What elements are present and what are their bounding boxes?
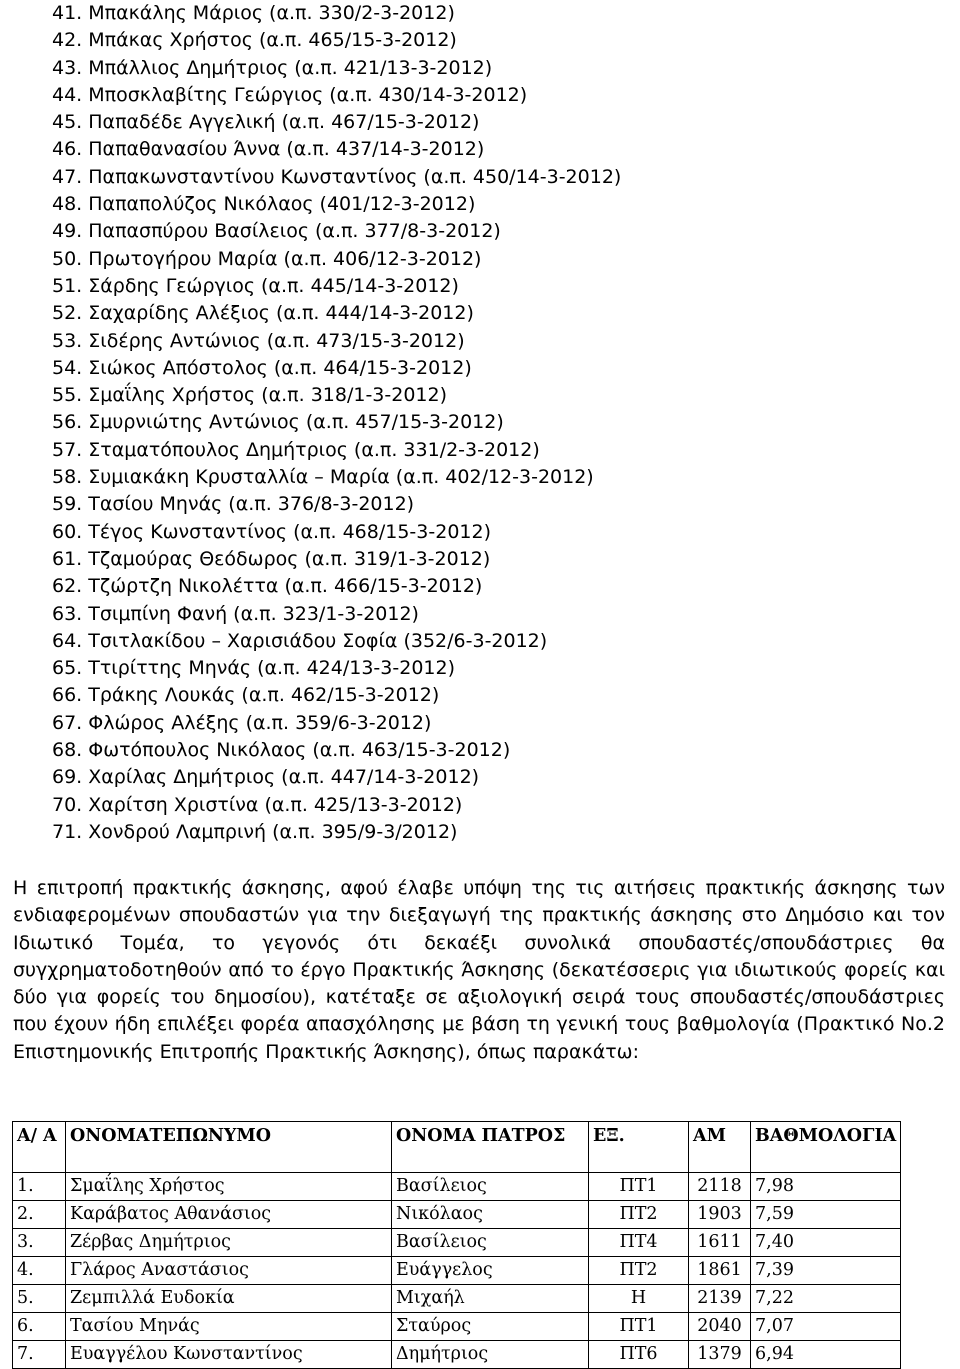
cell-aa: 1.: [13, 1173, 66, 1201]
cell-name: Σμαΐλης Χρήστος: [66, 1173, 392, 1201]
list-item: 49. Παπασπύρου Βασίλειος (α.π. 377/8-3-2012): [52, 220, 501, 243]
cell-grade: 7,98: [751, 1173, 901, 1201]
list-item: 57. Σταματόπουλος Δημήτριος (α.π. 331/2-3-2012): [52, 438, 540, 461]
cell-semester: ΠΤ2: [589, 1257, 689, 1285]
ranking-table: [12, 1121, 901, 1369]
applicant-list: [52, 0, 621, 846]
list-item: 50. Πρωτογήρου Μαρία (α.π. 406/12-3-2012): [52, 247, 482, 270]
cell-aa: 6.: [13, 1313, 66, 1341]
table-row: [13, 1201, 901, 1229]
list-item: 61. Τζαμούρας Θεόδωρος (α.π. 319/1-3-2012): [52, 547, 491, 570]
list-item: 58. Συμιακάκη Κρυσταλλία – Μαρία (α.π. 402/12-3-2012): [52, 466, 594, 489]
cell-aa: 4.: [13, 1257, 66, 1285]
cell-am: 2040: [689, 1313, 751, 1341]
table-header-row: [13, 1122, 901, 1173]
list-item: 63. Τσιμπίνη Φανή (α.π. 323/1-3-2012): [52, 602, 419, 625]
cell-semester: ΠΤ1: [589, 1173, 689, 1201]
cell-aa: 3.: [13, 1229, 66, 1257]
cell-name: Ζέρβας Δημήτριος: [66, 1229, 392, 1257]
list-item: 46. Παπαθανασίου Άννα (α.π. 437/14-3-2012): [52, 138, 485, 161]
list-item: 53. Σιδέρης Αντώνιος (α.π. 473/15-3-2012): [52, 329, 465, 352]
table-row: [13, 1173, 901, 1201]
list-item: 47. Παπακωνσταντίνου Κωνσταντίνος (α.π. 450/14-3-2012): [52, 165, 622, 188]
list-item: 71. Χονδρού Λαμπρινή (α.π. 395/9-3/2012): [52, 820, 458, 843]
cell-grade: 7,59: [751, 1201, 901, 1229]
list-item: 56. Σμυρνιώτης Αντώνιος (α.π. 457/15-3-2012): [52, 411, 504, 434]
cell-father-name: Δημήτριος: [392, 1341, 589, 1369]
list-item: 51. Σάρδης Γεώργιος (α.π. 445/14-3-2012): [52, 274, 459, 297]
list-item: 65. Ττιρίττης Μηνάς (α.π. 424/13-3-2012): [52, 657, 455, 680]
list-item: 68. Φωτόπουλος Νικόλαος (α.π. 463/15-3-2012): [52, 739, 511, 762]
cell-father-name: Ευάγγελος: [392, 1257, 589, 1285]
cell-father-name: Σταύρος: [392, 1313, 589, 1341]
cell-name: Καράβατος Αθανάσιος: [66, 1201, 392, 1229]
cell-aa: 7.: [13, 1341, 66, 1369]
list-item: 62. Τζώρτζη Νικολέττα (α.π. 466/15-3-2012): [52, 575, 483, 598]
list-item: 42. Μπάκας Χρήστος (α.π. 465/15-3-2012): [52, 29, 457, 52]
cell-name: Γλάρος Αναστάσιος: [66, 1257, 392, 1285]
cell-semester: ΠΤ6: [589, 1341, 689, 1369]
cell-grade: 7,22: [751, 1285, 901, 1313]
cell-name: Ευαγγέλου Κωνσταντίνος: [66, 1341, 392, 1369]
cell-am: 2118: [689, 1173, 751, 1201]
list-item: 66. Τράκης Λουκάς (α.π. 462/15-3-2012): [52, 684, 440, 707]
list-item: 55. Σμαΐλης Χρήστος (α.π. 318/1-3-2012): [52, 384, 448, 407]
cell-am: 2139: [689, 1285, 751, 1313]
list-item: 70. Χαρίτση Χριστίνα (α.π. 425/13-3-2012): [52, 793, 463, 816]
list-item: 59. Τασίου Μηνάς (α.π. 376/8-3-2012): [52, 493, 415, 516]
table-row: [13, 1341, 901, 1369]
cell-am: 1379: [689, 1341, 751, 1369]
cell-semester: ΠΤ2: [589, 1201, 689, 1229]
cell-father-name: Βασίλειος: [392, 1229, 589, 1257]
cell-father-name: Μιχαήλ: [392, 1285, 589, 1313]
header-name: ΟΝΟΜΑΤΕΠΩΝΥΜΟ: [66, 1122, 392, 1173]
header-grade: ΒΑΘΜΟΛΟΓΙΑ: [751, 1122, 901, 1173]
table-row: [13, 1285, 901, 1313]
cell-grade: 7,07: [751, 1313, 901, 1341]
table-row: [13, 1229, 901, 1257]
cell-father-name: Βασίλειος: [392, 1173, 589, 1201]
list-item: 44. Μποσκλαβίτης Γεώργιος (α.π. 430/14-3-2012): [52, 83, 528, 106]
list-item: 60. Τέγος Κωνσταντίνος (α.π. 468/15-3-2012): [52, 520, 491, 543]
cell-grade: 6,94: [751, 1341, 901, 1369]
cell-semester: ΠΤ1: [589, 1313, 689, 1341]
cell-grade: 7,40: [751, 1229, 901, 1257]
committee-paragraph: Η επιτροπή πρακτικής άσκησης, αφού έλαβε υπόψη της τις αιτήσεις πρακτικής άσκησης των ενδιαφερομένων σπουδαστών για την διεξαγωγή της πρακτικής άσκησης στο Δημόσιο και τον Ιδιωτικό Τομέα, το γεγονός ότι δεκαέξι συνολικά σπουδαστές/σπουδάστριες θα συγχρηματοδοτηθούν από το έργο Πρακτικής Άσκησης (δεκατέσσερις για ιδιωτικούς φορείς και δύο για φορείς του δημοσίου), κατέταξε σε αξιολογική σειρά τους σπουδαστές/σπουδάστριες που έχουν ήδη επιλέξει φορέα απασχόλησης με βάση τη γενική τους βαθμολογία (Πρακτικό Νο.2 Επιστημονικής Επιτροπής Πρακτικής Άσκησης), όπως παρακάτω:: [13, 877, 945, 1063]
cell-grade: 7,39: [751, 1257, 901, 1285]
header-semester: ΕΞ.: [589, 1122, 689, 1173]
list-item: 43. Μπάλλιος Δημήτριος (α.π. 421/13-3-2012): [52, 56, 493, 79]
list-item: 45. Παπαδέδε Αγγελική (α.π. 467/15-3-2012): [52, 111, 480, 134]
list-item: 52. Σαχαρίδης Αλέξιος (α.π. 444/14-3-2012): [52, 302, 474, 325]
cell-am: 1861: [689, 1257, 751, 1285]
cell-aa: 5.: [13, 1285, 66, 1313]
cell-semester: Η: [589, 1285, 689, 1313]
list-item: 41. Μπακάλης Μάριος (α.π. 330/2-3-2012): [52, 2, 455, 24]
list-item: 64. Τσιτλακίδου – Χαρισιάδου Σοφία (352/6-3-2012): [52, 629, 548, 652]
cell-name: Τασίου Μηνάς: [66, 1313, 392, 1341]
cell-aa: 2.: [13, 1201, 66, 1229]
header-am: ΑΜ: [689, 1122, 751, 1173]
header-father-name: ΟΝΟΜΑ ΠΑΤΡΟΣ: [392, 1122, 589, 1173]
list-item: 69. Χαρίλας Δημήτριος (α.π. 447/14-3-2012): [52, 766, 480, 789]
table-row: [13, 1313, 901, 1341]
table-row: [13, 1257, 901, 1285]
list-item: 54. Σιώκος Απόστολος (α.π. 464/15-3-2012): [52, 356, 472, 379]
cell-father-name: Νικόλαος: [392, 1201, 589, 1229]
cell-am: 1611: [689, 1229, 751, 1257]
cell-name: Ζεμπιλλά Ευδοκία: [66, 1285, 392, 1313]
cell-am: 1903: [689, 1201, 751, 1229]
list-item: 48. Παπαπολύζος Νικόλαος (401/12-3-2012): [52, 193, 476, 216]
cell-semester: ΠΤ4: [589, 1229, 689, 1257]
header-aa: Α/ Α: [13, 1122, 66, 1173]
list-item: 67. Φλώρος Αλέξης (α.π. 359/6-3-2012): [52, 711, 432, 734]
